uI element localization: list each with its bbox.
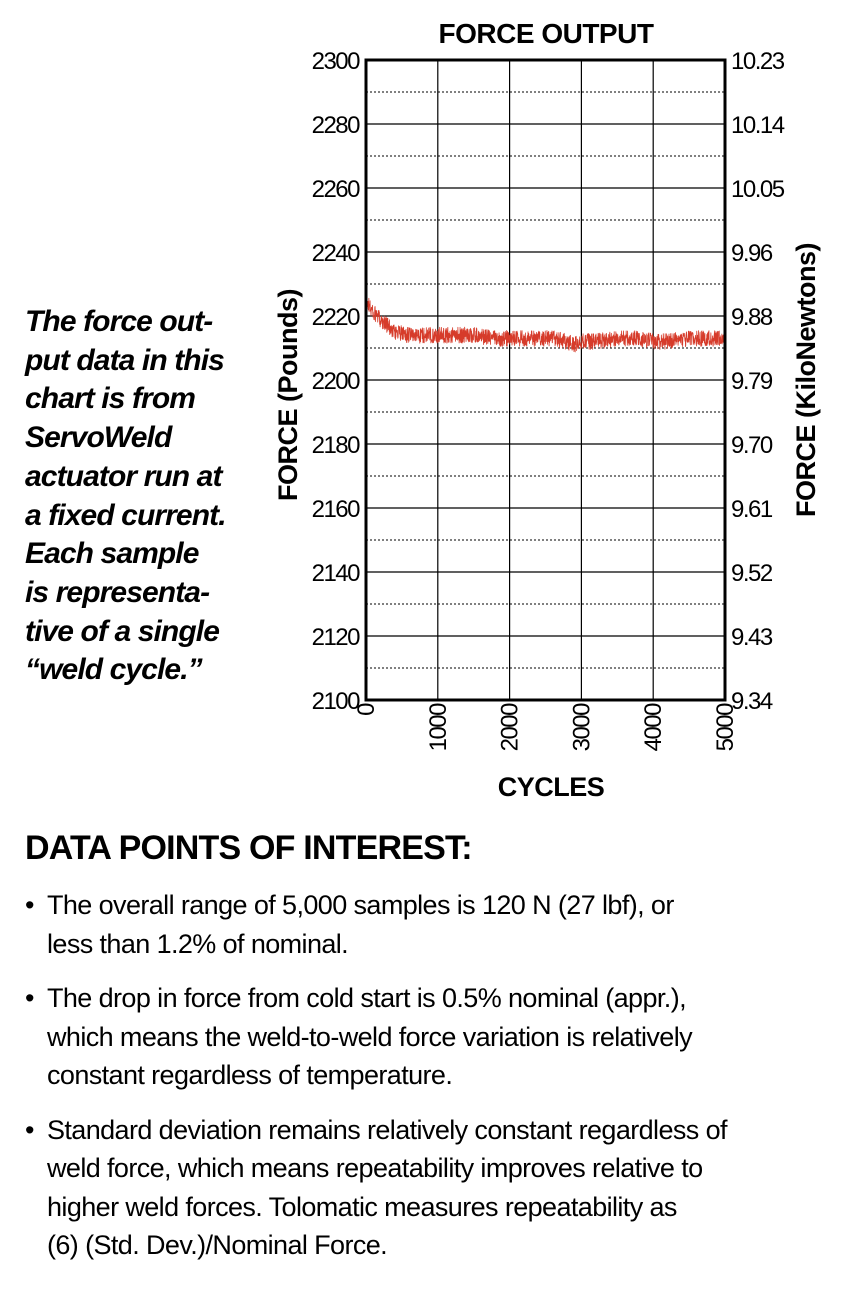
caption-line: ServoWeld bbox=[25, 421, 172, 455]
y-axis-label: FORCE (Pounds) bbox=[273, 289, 303, 501]
y2-tick-label: 9.88 bbox=[731, 304, 772, 331]
y2-tick-label: 9.61 bbox=[731, 496, 772, 523]
y-tick-label: 2260 bbox=[311, 176, 359, 203]
x-axis-label: CYCLES bbox=[497, 772, 605, 802]
force-series-line bbox=[366, 294, 725, 352]
caption-line: tive of a single bbox=[25, 614, 219, 648]
x-tick-label: 5000 bbox=[712, 704, 739, 752]
series-layer bbox=[366, 294, 725, 352]
y-tick-label: 2140 bbox=[311, 560, 359, 587]
tick-layer bbox=[312, 48, 785, 751]
caption-line: “weld cycle.” bbox=[25, 653, 202, 687]
caption-line: The force out- bbox=[25, 305, 213, 338]
y2-axis-label: FORCE (KiloNewtons) bbox=[791, 243, 821, 517]
x-tick-label: 1000 bbox=[424, 704, 452, 752]
bullet-dot-icon: • bbox=[25, 1114, 34, 1145]
x-tick-label: 3000 bbox=[568, 704, 596, 752]
y2-tick-label: 9.96 bbox=[731, 240, 772, 267]
x-tick-label: 2000 bbox=[496, 704, 524, 752]
bullet-dot-icon: • bbox=[25, 983, 34, 1013]
y-tick-label: 2200 bbox=[311, 368, 359, 395]
data-point-line: Standard deviation remains relatively constant regardless of bbox=[47, 1114, 727, 1145]
data-point-line: constant regardless of temperature. bbox=[47, 1060, 453, 1090]
y2-tick-label: 9.52 bbox=[731, 560, 772, 587]
data-point-item bbox=[25, 1111, 825, 1265]
y2-tick-label: 9.43 bbox=[731, 624, 772, 651]
caption-line: actuator run at bbox=[25, 459, 222, 493]
y2-tick-label: 9.79 bbox=[731, 368, 772, 395]
data-point-line: weld force, which means repeatability improves relative to bbox=[47, 1153, 703, 1183]
caption-line: put data in this bbox=[25, 343, 224, 377]
y-tick-label: 2180 bbox=[311, 432, 359, 459]
y-tick-label: 2240 bbox=[311, 240, 359, 267]
y2-tick-label: 10.05 bbox=[731, 176, 784, 203]
data-point-line: The overall range of 5,000 samples is 120 N (27 lbf), or bbox=[47, 890, 674, 920]
y2-tick-label: 10.23 bbox=[731, 48, 784, 75]
data-point-line: The drop in force from cold start is 0.5% nominal (appr.), bbox=[47, 983, 686, 1013]
y-tick-label: 2300 bbox=[311, 48, 359, 75]
y-tick-label: 2220 bbox=[311, 304, 359, 331]
y2-tick-label: 9.70 bbox=[731, 432, 772, 459]
y-tick-label: 2100 bbox=[311, 688, 359, 715]
x-tick-label: 0 bbox=[353, 704, 380, 716]
chart-title: FORCE OUTPUT bbox=[438, 18, 654, 49]
y-tick-label: 2280 bbox=[311, 112, 359, 139]
caption-line: chart is from bbox=[25, 382, 196, 416]
x-tick-label: 4000 bbox=[640, 704, 668, 752]
data-point-item bbox=[25, 979, 825, 1095]
data-points-heading: DATA POINTS OF INTEREST: bbox=[25, 829, 472, 867]
data-points-list bbox=[25, 886, 825, 1281]
caption-line: is representa- bbox=[25, 575, 210, 609]
y-tick-label: 2120 bbox=[311, 624, 359, 651]
y-tick-label: 2160 bbox=[311, 496, 359, 523]
caption-line: Each sample bbox=[25, 537, 199, 571]
caption-line: a fixed current. bbox=[25, 498, 226, 532]
chart-caption bbox=[25, 303, 265, 690]
data-point-line: less than 1.2% of nominal. bbox=[47, 928, 349, 959]
data-point-line: higher weld forces. Tolomatic measures repeatability as bbox=[47, 1191, 677, 1222]
y2-tick-label: 9.34 bbox=[731, 688, 772, 715]
bullet-dot-icon: • bbox=[25, 890, 34, 920]
grid-layer bbox=[366, 60, 725, 700]
data-point-line: (6) (Std. Dev.)/Nominal Force. bbox=[47, 1230, 388, 1260]
y2-tick-label: 10.14 bbox=[731, 112, 784, 139]
data-point-line: which means the weld-to-weld force variation is relatively bbox=[47, 1021, 692, 1052]
data-point-item bbox=[25, 886, 825, 963]
